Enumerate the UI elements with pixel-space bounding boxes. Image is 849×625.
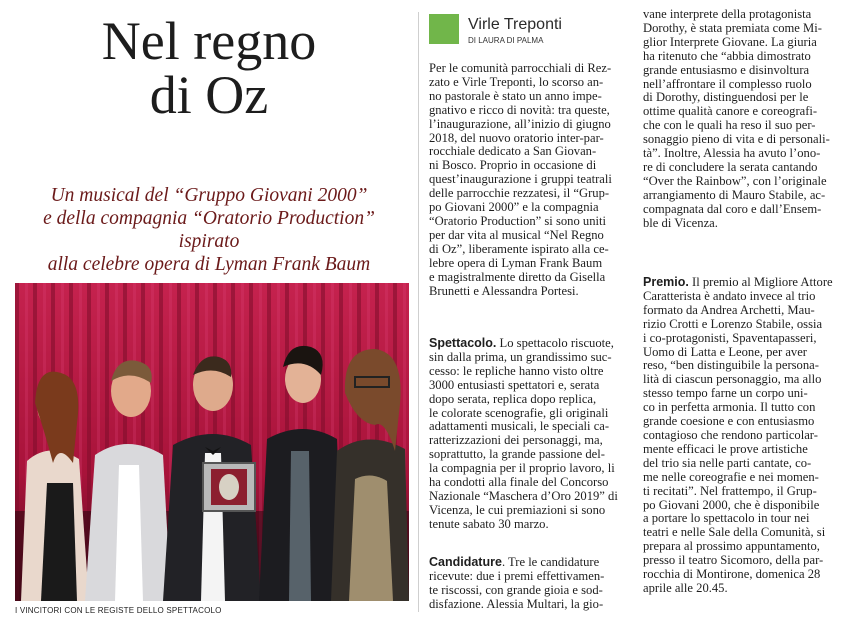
subheadline: [20, 184, 398, 276]
text-line: ricevute: due i premi effettivamen-: [429, 568, 605, 583]
text-line: quest’inaugurazione i gruppi teatrali: [429, 172, 612, 187]
text-line: ha ritenuto che “abbia dimostrato: [643, 48, 811, 63]
text-line: ratterizzazioni dei personaggi, ma,: [429, 433, 603, 448]
text-line: compagnata dal coro e dall’Ensem-: [643, 201, 822, 216]
text-line: adattamenti musicali, le speciali ca-: [429, 419, 610, 434]
text-line: Nazionale “Maschera d’Oro 2019” di: [429, 488, 618, 503]
byline: DI LAURA DI PALMA: [468, 36, 544, 45]
text-line: zato e Virle Treponti, lo scorso an-: [429, 74, 604, 89]
text-line: contagioso che rendono particolar-: [643, 427, 818, 442]
text-line: “Oratorio Production” si sono uniti: [429, 213, 606, 228]
text-line: Caratterista è andato invece al trio: [643, 288, 816, 303]
text-line: po Giovani 2000, che è disponibile: [643, 497, 820, 512]
text-line: 2018, del nuovo oratorio inter-par-: [429, 130, 604, 145]
text-line: stesso tempo farne un corpo uni-: [643, 386, 808, 401]
text-line: arrangiamento di Mauro Stabile, ac-: [643, 187, 826, 202]
subheadline-line-3: alla celebre opera di Lyman Frank Baum: [47, 254, 371, 275]
cast-photo: [15, 283, 409, 601]
text-line: no pastorale è stato un anno impe-: [429, 88, 602, 103]
text-line: rocchiale dedicato a San Giovan-: [429, 144, 597, 159]
text-fragment: . Tre le candidature: [501, 555, 600, 569]
text-line: rizio Crotti e Lorenzo Stabile, ossia: [643, 316, 823, 331]
text-line: la compagnia per il proprio lavoro, li: [429, 461, 615, 476]
text-line: reso, “ben distinguibile la persona-: [643, 358, 819, 373]
text-line: me nelle coreografie e nei momen-: [643, 469, 819, 484]
headline: [20, 11, 398, 125]
text-line: [643, 276, 833, 290]
text-line: lebre opera di Lyman Frank Baum: [429, 255, 603, 270]
text-line: del trio sia nelle parti cantate, co-: [643, 455, 812, 470]
text-line: [429, 556, 604, 570]
text-line: tà”. Inoltre, Alessia ha avuto l’ono-: [643, 146, 821, 161]
candidature-lead: Candidature: [429, 555, 502, 569]
text-line: co in perfetta armonia. Il tutto con: [643, 400, 816, 415]
text-line: ottime qualità canore e coreografi-: [643, 104, 818, 119]
headline-line-2: di Oz: [149, 65, 269, 125]
text-line: Uomo di Latta e Leone, per aver: [643, 344, 807, 359]
text-line: per dar vita al musical “Nel Regno: [429, 227, 604, 242]
text-line: sonaggio pieno di vita e di personali-: [643, 132, 830, 147]
text-line: ble di Vicenza.: [643, 215, 718, 230]
text-line: Vicenza, le cui premiazioni si sono: [429, 502, 606, 517]
text-line: a portare lo spettacolo in tour nei: [643, 511, 810, 526]
text-line: po Giovani 2000” e la compagnia: [429, 200, 599, 215]
text-line: Brunetti e Alessandra Portesi.: [429, 283, 579, 298]
text-line: teatri e nelle Sale della Comunità, si: [643, 525, 826, 540]
text-line: presso il teatro Sicomoro, della par-: [643, 553, 824, 568]
article-intro: [429, 62, 612, 298]
text-line: lità di ciascun personaggio, ma allo: [643, 372, 822, 387]
text-line: rocchia di Montirone, domenica 28: [643, 567, 821, 582]
text-line: cesso: le repliche hanno visto oltre: [429, 363, 604, 378]
text-line: Dorothy, è stata premiata come Mi-: [643, 20, 822, 35]
text-line: grande entusiasmo e disinvoltura: [643, 62, 810, 77]
photo-caption: I VINCITORI CON LE REGISTE DELLO SPETTACOLO: [15, 606, 222, 615]
text-line: prepara al prossimo appuntamento,: [643, 539, 820, 554]
article-candidature: [429, 556, 604, 612]
article-dorothy: [643, 8, 830, 231]
text-line: disfazione. Alessia Multari, la gio-: [429, 596, 604, 611]
text-line: i co-protagonisti, Spaventapasseri,: [643, 330, 817, 345]
text-line: “Over the Rainbow”, con l’originale: [643, 173, 827, 188]
article-spettacolo: [429, 337, 618, 532]
article-premio: [643, 276, 833, 596]
text-line: che con le quali ha reso il suo per-: [643, 118, 816, 133]
text-line: gnativo e ricco di novità: tra queste,: [429, 102, 610, 117]
text-line: ti recitati”. Nel frattempo, il Grup-: [643, 483, 817, 498]
text-line: tenute sabato 30 marzo.: [429, 516, 549, 531]
text-line: soprattutto, la grande passione del-: [429, 447, 605, 462]
subheadline-line-2: e della compagnia “Oratorio Production” ispirato: [43, 208, 375, 252]
text-fragment: Lo spettacolo riscuote,: [496, 336, 614, 350]
text-fragment: Il premio al Migliore Attore: [688, 275, 833, 289]
text-line: le colorate scenografie, gli originali: [429, 405, 609, 420]
text-line: Per le comunità parrocchiali di Rez-: [429, 61, 612, 75]
text-line: grande coesione e con entusiasmo: [643, 414, 815, 429]
text-line: mente efficaci le prove artistiche: [643, 441, 808, 456]
text-line: dopo serata, replica dopo replica,: [429, 391, 597, 406]
headline-line-1: Nel regno: [101, 11, 317, 71]
subheadline-line-1: Un musical del “Gruppo Giovani 2000”: [50, 185, 368, 206]
spettacolo-lead: Spettacolo.: [429, 336, 497, 350]
text-line: glior Interprete Giovane. La giuria: [643, 34, 817, 49]
text-line: vane interprete della protagonista: [643, 7, 812, 21]
section-title: Virle Treponti: [468, 16, 562, 33]
section-color-square: [429, 14, 459, 44]
text-line: sin dalla prima, un grandissimo suc-: [429, 349, 612, 364]
text-line: di Dorothy, distinguendosi per le: [643, 90, 809, 105]
text-line: formato da Andrea Archetti, Mau-: [643, 302, 815, 317]
text-line: re di concludere la serata cantando: [643, 159, 818, 174]
text-line: [429, 337, 618, 351]
text-line: 3000 entusiasti spettatori e, serata: [429, 377, 600, 392]
text-line: nell’affrontare il complesso ruolo: [643, 76, 812, 91]
text-line: ha condotti alla finale del Concorso: [429, 475, 609, 490]
text-line: e magistralmente diretto da Gisella: [429, 269, 606, 284]
premio-lead: Premio.: [643, 275, 689, 289]
text-line: aprile alle 20.45.: [643, 580, 728, 595]
text-line: di Oz”, liberamente ispirato alla ce-: [429, 241, 609, 256]
text-line: delle parrocchie rezzatesi, il “Grup-: [429, 186, 610, 201]
text-line: l’inaugurazione, all’inizio di giugno: [429, 116, 611, 131]
column-divider: [418, 12, 419, 612]
text-line: te riscossi, con grande gioia e sod-: [429, 582, 603, 597]
text-line: ni Bosco. Proprio in occasione di: [429, 158, 597, 173]
